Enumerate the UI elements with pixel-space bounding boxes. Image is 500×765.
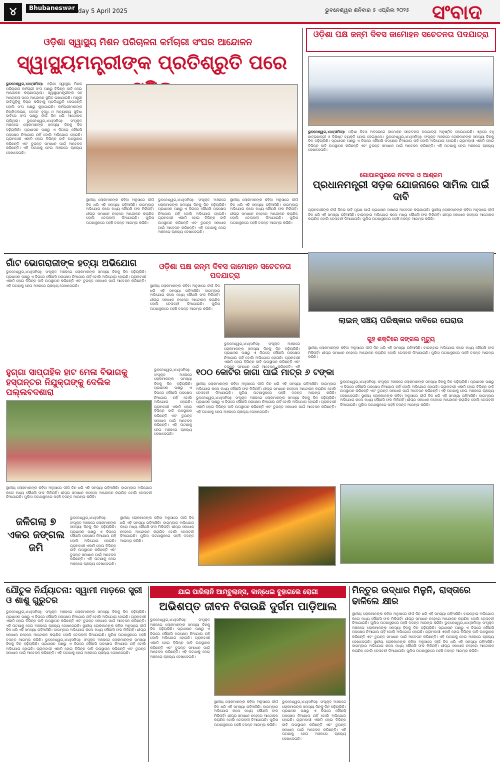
lead-body-filler: ଭୁବନେଶ୍ୱର,୪ା୪(ସମିସ): ସଂପୃକ୍ତ ଅଞ୍ଚଳରେ ଲୋକମାନଙ୍କ ସମସ୍ୟା ଦିନକୁ ଦିନ ବଢ଼ିଚାଲିଛି। ପ୍ରଶାସନ ପକ୍ଷରୁ ଏ ଦିଗରେ କୌଣସି ପଦକ୍ଷେପ ନିଆଯାଉ ନାହିଁ ବୋଲି ଅଭିଯୋଗ ହୋଇଛି। ଗ୍ରାମବାସୀ ଏକାଠି ହୋଇ ବିଭିନ୍ନ ଦାବି ଉପସ୍ଥାପନ କରିଛନ୍ତି ଏବଂ ତୁରନ୍ତ ସମାଧାନ ପାଇଁ ଆବେଦନ କରିଛନ୍ତି। ଏହି ଘଟଣାକୁ ନେଇ ଅଞ୍ଚଳରେ ଚାଞ୍ଚଲ୍ୟ ଦେଖାଦେଇଛି। xyxy=(6,118,82,155)
ambulance-kicker: ଯାଇ ପାରିଲାନି ଆମ୍ବୁଲାନ୍ସ, କାନ୍ଧେଇ ବୁହାଗଲେ ରୋଗୀ xyxy=(150,586,346,598)
forest-fire-headline: ଜଳିଗଲା ୭ ଏକର ଜଙ୍ଗଲ ଜମି xyxy=(7,517,65,554)
right-top-filler: ଭୁବନେଶ୍ୱର,୪ା୪(ସମିସ): ସଂପୃକ୍ତ ଅଞ୍ଚଳରେ ଲୋକମାନଙ୍କ ସମସ୍ୟା ଦିନକୁ ଦିନ ବଢ଼ିଚାଲିଛି। ପ୍ରଶାସନ ପକ୍ଷରୁ ଏ ଦିଗରେ କୌଣସି ପଦକ୍ଷେପ ନିଆଯାଉ ନାହିଁ ବୋଲି ଅଭିଯୋଗ ହୋଇଛି। ଗ୍ରାମବାସୀ ଏକାଠି ହୋଇ ବିଭିନ୍ନ ଦାବି ଉପସ୍ଥାପନ କରିଛନ୍ତି ଏବଂ ତୁରନ୍ତ ସମାଧାନ ପାଇଁ ଆବେଦନ କରିଛନ୍ତି। ଏହି ଘଟଣାକୁ ନେଇ ଅଞ୍ଚଳରେ ଚାଞ୍ଚଲ୍ୟ ଦେଖାଦେଇଛି। xyxy=(308,134,494,153)
village-body-c: ଭୁବନେଶ୍ୱର,୪ା୪(ସମିସ): ସଂପୃକ୍ତ ଅଞ୍ଚଳରେ ଲୋକମାନଙ୍କ ସମସ୍ୟା ଦିନକୁ ଦିନ ବଢ଼ିଚାଲିଛି। ପ୍ରଶାସନ ପକ୍ଷରୁ ଏ ଦିଗରେ କୌଣସି ପଦକ୍ଷେପ ନିଆଯାଉ ନାହିଁ ବୋଲି ଅଭିଯୋଗ ହୋଇଛି। ଗ୍ରାମବାସୀ ଏକାଠି ହୋଇ ବିଭିନ୍ନ ଦାବି ଉପସ୍ଥାପନ କରିଛନ୍ତି ଏବଂ ତୁରନ୍ତ ସମାଧାନ ପାଇଁ ଆବେଦନ କରିଛନ୍ତି। ଏହି ଘଟଣାକୁ ନେଇ ଅଞ୍ଚଳରେ ଚାଞ୍ଚଲ୍ୟ ଦେଖାଦେଇଛି। xyxy=(282,700,346,741)
market-headline: ହୁଗ୍ଗା ସାପ୍ତାହିକ ହାଟ ମେଳା ବିଭାଗକୁ ହସ୍ତାନ୍ତର ନିଯୁକ୍ତାଙ୍କୁ ଦେଲିକ ପଲ୍ଲବଦଶାରା xyxy=(6,368,128,398)
forest-fire-photo xyxy=(198,486,336,566)
lead-body-text: ଓଡ଼ିଶା ସ୍ୱାସ୍ଥ୍ୟ ମିଶନ ପରିଚାଳନା କର୍ମଚାରୀ ସଂଘ ପକ୍ଷରୁ ବିଭିନ୍ନ ଦାବି ନେଇ ଆନ୍ଦୋଳନ କରାଯାଉଥିଲା। ସ୍ୱାସ୍ଥ୍ୟମନ୍ତ୍ରୀଙ୍କ ସହ ଆଲୋଚନା ପରେ ଆନ୍ଦୋଳନ ସ୍ଥଗିତ ରଖାଯାଇଛି। ମନ୍ତ୍ରୀ ଦାବିଗୁଡ଼ିକୁ ବିଚାର କରିବାକୁ ପ୍ରତିଶ୍ରୁତି ଦେଇଛନ୍ତି ବୋଲି ସଂଘ ପକ୍ଷରୁ କୁହାଯାଇଛି। କର୍ମଚାରୀମାନଙ୍କ ନିୟମିତକରଣ, ବେତନ ବୃଦ୍ଧି ଓ ଅନ୍ୟାନ୍ୟ ସୁବିଧା ଦାବିରେ ସଂଘ ପକ୍ଷରୁ ଦୀର୍ଘ ଦିନ ଧରି ଆନ୍ଦୋଳନ ଚାଲିଥିଲା। xyxy=(6,82,82,123)
dowry-body xyxy=(6,610,146,760)
milk-headline: ମିନ୍ତୁର ଉଦ୍ଧାର ମିଳୁନି, ରାସ୍ତାରେ ଢାଳିଲେ କ୍ଷୀର xyxy=(352,586,471,607)
lead-body-col1 xyxy=(6,82,82,250)
newspaper-logo: ସଂବାଦ xyxy=(432,0,483,24)
right-lower-body xyxy=(340,380,494,480)
section-rule-2 xyxy=(4,582,496,583)
bottom-divider-2 xyxy=(349,586,350,762)
road-body xyxy=(308,208,494,246)
edition-label: Bhubaneswar xyxy=(26,4,78,13)
lead-photo-meeting xyxy=(86,84,298,194)
milk-body-b: ଭୁବନେଶ୍ୱର,୪ା୪(ସମିସ): ସଂପୃକ୍ତ ଅଞ୍ଚଳରେ ଲୋକମାନଙ୍କ ସମସ୍ୟା ଦିନକୁ ଦିନ ବଢ଼ିଚାଲିଛି। ପ୍ରଶାସନ ପକ୍ଷରୁ ଏ ଦିଗରେ କୌଣସି ପଦକ୍ଷେପ ନିଆଯାଉ ନାହିଁ ବୋଲି ଅଭିଯୋଗ ହୋଇଛି। ଗ୍ରାମବାସୀ ଏକାଠି ହୋଇ ବିଭିନ୍ନ ଦାବି ଉପସ୍ଥାପନ କରିଛନ୍ତି ଏବଂ ତୁରନ୍ତ ସମାଧାନ ପାଇଁ ଆବେଦନ କରିଛନ୍ତି। ଏହି ଘଟଣାକୁ ନେଇ ଅଞ୍ଚଳରେ ଚାଞ୍ଚଲ୍ୟ ଦେଖାଦେଇଛି। xyxy=(352,621,494,644)
right-top-headline: ଓଡ଼ିଶା ପକ୍ଷ ଜନ୍ମ ଦିବସ ଜାମୋହନ ସଚେତନତା ପଦଯାତ୍ରା xyxy=(306,28,496,52)
road-body-filler: ସ୍ଥାନୀୟ ଲୋକମାନଙ୍କ କହିବା ଅନୁସାରେ ଦୀର୍ଘ ଦିନ ଧରି ଏହି ସମସ୍ୟା ରହିଆସିଛି। ବାରମ୍ବାର ଅଭିଯୋଗ କଲେ ମଧ୍ୟ କୌଣସି ଫଳ ମିଳିନାହିଁ। ଶୀଘ୍ର ସମାଧାନ ନହେଲେ ଆନ୍ଦୋଳନ କରାଯିବ ବୋଲି ଚେତାବନୀ ଦିଆଯାଇଛି। ପୁଲିସ ଘଟଣାସ୍ଥଳରେ ପହଞ୍ଚି ତଦନ୍ତ ଆରମ୍ଭ କରିଛି। xyxy=(308,208,494,222)
road-kicker: ଗୋପାଳପୁରରେ ନଟବର ଓ ଆଶ୍ରମ xyxy=(359,172,443,179)
right-top-dateline: ଭୁବନେଶ୍ୱର,୪ା୪(ସମିସ): xyxy=(308,130,346,134)
lead-body-col3: ଭୁବନେଶ୍ୱର,୪ା୪(ସମିସ): ସଂପୃକ୍ତ ଅଞ୍ଚଳରେ ଲୋକମାନଙ୍କ ସମସ୍ୟା ଦିନକୁ ଦିନ ବଢ଼ିଚାଲିଛି। ପ୍ରଶାସନ ପକ୍ଷରୁ ଏ ଦିଗରେ କୌଣସି ପଦକ୍ଷେପ ନିଆଯାଉ ନାହିଁ ବୋଲି ଅଭିଯୋଗ ହୋଇଛି। ଗ୍ରାମବାସୀ ଏକାଠି ହୋଇ ବିଭିନ୍ନ ଦାବି ଉପସ୍ଥାପନ କରିଛନ୍ତି ଏବଂ ତୁରନ୍ତ ସମାଧାନ ପାଇଁ ଆବେଦନ କରିଛନ୍ତି। ଏହି ଘଟଣାକୁ ନେଇ ଅଞ୍ଚଳରେ ଚାଞ୍ଚଲ୍ୟ ଦେଖାଦେଇଛି। xyxy=(158,198,226,235)
road-photo xyxy=(308,252,494,312)
market-body-b: ସ୍ଥାନୀୟ ଲୋକମାନଙ୍କ କହିବା ଅନୁସାରେ ଦୀର୍ଘ ଦିନ ଧରି ଏହି ସମସ୍ୟା ରହିଆସିଛି। ବାରମ୍ବାର ଅଭିଯୋଗ କଲେ ମଧ୍ୟ କୌଣସି ଫଳ ମିଳିନାହିଁ। ଶୀଘ୍ର ସମାଧାନ ନହେଲେ ଆନ୍ଦୋଳନ କରାଯିବ ବୋଲି ଚେତାବନୀ ଦିଆଯାଇଛି। ପୁଲିସ ଘଟଣାସ୍ଥଳରେ ପହଞ୍ଚି ତଦନ୍ତ ଆରମ୍ଭ କରିଛି। xyxy=(6,486,152,500)
dowry-headline: ଯୌତୁକ ନିର୍ଯ୍ୟାତନା: ସ୍ୱାମୀ ମାଡ଼ରେ ସ୍ତ୍ରୀ ଓ ଶାଶୁ ଗୁରୁତର xyxy=(6,586,143,606)
bottom-divider-1 xyxy=(148,586,149,762)
village-path-photo xyxy=(214,618,346,696)
right-mid-headline: ଲାଇନ୍ ସଞ୍ଚୟ ପରିଷ୍କାର ଦାବିରେ ଘେରାଉ xyxy=(338,316,464,325)
road-body-text: ଗ୍ରାମବାସୀଙ୍କ ଦୀର୍ଘ ଦିନର ଦାବି ପୂରଣ ପାଇଁ ପ୍ରଶାସନ ପାଖରେ ଆବେଦନ କରାଯାଇଛି। xyxy=(308,208,431,212)
land-body-b: ଭୁବନେଶ୍ୱର,୪ା୪(ସମିସ): ସଂପୃକ୍ତ ଅଞ୍ଚଳରେ ଲୋକମାନଙ୍କ ସମସ୍ୟା ଦିନକୁ ଦିନ ବଢ଼ିଚାଲିଛି। ପ୍ରଶାସନ ପକ୍ଷରୁ ଏ ଦିଗରେ କୌଣସି ପଦକ୍ଷେପ ନିଆଯାଉ ନାହିଁ ବୋଲି ଅଭିଯୋଗ ହୋଇଛି। ଗ୍ରାମବାସୀ ଏକାଠି ହୋଇ ବିଭିନ୍ନ ଦାବି ଉପସ୍ଥାପନ କରିଛନ୍ତି ଏବଂ ତୁରନ୍ତ ସମାଧାନ ପାଇଁ ଆବେଦନ କରିଛନ୍ତି। ଏହି ଘଟଣାକୁ ନେଇ ଅଞ୍ଚଳରେ ଚାଞ୍ଚଲ୍ୟ ଦେଖାଦେଇଛି। xyxy=(196,395,336,414)
milk-body-a: ସ୍ଥାନୀୟ ଲୋକମାନଙ୍କ କହିବା ଅନୁସାରେ ଦୀର୍ଘ ଦିନ ଧରି ଏହି ସମସ୍ୟା ରହିଆସିଛି। ବାରମ୍ବାର ଅଭିଯୋଗ କଲେ ମଧ୍ୟ କୌଣସି ଫଳ ମିଳିନାହିଁ। ଶୀଘ୍ର ସମାଧାନ ନହେଲେ ଆନ୍ଦୋଳନ କରାଯିବ ବୋଲି ଚେତାବନୀ ଦିଆଯାଇଛି। ପୁଲିସ ଘଟଣାସ୍ଥଳରେ ପହଞ୍ଚି ତଦନ୍ତ ଆରମ୍ଭ କରିଛି। xyxy=(352,612,494,626)
land-price-headline: ୧୦୦ କୋଟିର ଜାଗା ପାଇଁ ମାତ୍ର ୬ ଟଙ୍କା xyxy=(196,368,335,378)
center-banner-headline: ଓଡ଼ିଶା ପକ୍ଷ ଜନ୍ମ ଦିବସ ଜାମୋହନ ସଚେତନତା ପଦଯାତ୍ରା xyxy=(159,262,291,280)
lead-kicker: ଓଡ଼ିଶା ସ୍ୱାସ୍ଥ୍ୟ ମିଶନ ପରିଚାଳନା କର୍ମଚାରୀ ସଂଘର ଆନ୍ଦୋଳନ xyxy=(43,38,253,48)
dowry-body-b: ସ୍ଥାନୀୟ ଲୋକମାନଙ୍କ କହିବା ଅନୁସାରେ ଦୀର୍ଘ ଦିନ ଧରି ଏହି ସମସ୍ୟା ରହିଆସିଛି। ବାରମ୍ବାର ଅଭିଯୋଗ କଲେ ମଧ୍ୟ କୌଣସି ଫଳ ମିଳିନାହିଁ। ଶୀଘ୍ର ସମାଧାନ ନହେଲେ ଆନ୍ଦୋଳନ କରାଯିବ ବୋଲି ଚେତାବନୀ ଦିଆଯାଇଛି। ପୁଲିସ ଘଟଣାସ୍ଥଳରେ ପହଞ୍ଚି ତଦନ୍ତ ଆରମ୍ଭ କରିଛି। xyxy=(6,623,146,642)
masthead xyxy=(0,0,500,24)
remote-village-headline: ଅଭିଶପ୍ତ ଜୀବନ ବିତାଉଛି ଦୁର୍ଗମ ପାଡ଼ିଆଲ xyxy=(159,600,337,613)
lead-body-col2: ସ୍ଥାନୀୟ ଲୋକମାନଙ୍କ କହିବା ଅନୁସାରେ ଦୀର୍ଘ ଦିନ ଧରି ଏହି ସମସ୍ୟା ରହିଆସିଛି। ବାରମ୍ବାର ଅଭିଯୋଗ କଲେ ମଧ୍ୟ କୌଣସି ଫଳ ମିଳିନାହିଁ। ଶୀଘ୍ର ସମାଧାନ ନହେଲେ ଆନ୍ଦୋଳନ କରାଯିବ ବୋଲି ଚେତାବନୀ ଦିଆଯାଇଛି। ପୁଲିସ ଘଟଣାସ୍ଥଳରେ ପହଞ୍ଚି ତଦନ୍ତ ଆରମ୍ଭ କରିଛି। xyxy=(86,198,154,225)
forest-body-b: ସ୍ଥାନୀୟ ଲୋକମାନଙ୍କ କହିବା ଅନୁସାରେ ଦୀର୍ଘ ଦିନ ଧରି ଏହି ସମସ୍ୟା ରହିଆସିଛି। ବାରମ୍ବାର ଅଭିଯୋଗ କଲେ ମଧ୍ୟ କୌଣସି ଫଳ ମିଳିନାହିଁ। ଶୀଘ୍ର ସମାଧାନ ନହେଲେ ଆନ୍ଦୋଳନ କରାଯିବ ବୋଲି ଚେତାବନୀ ଦିଆଯାଇଛି। ପୁଲିସ ଘଟଣାସ୍ଥଳରେ ପହଞ୍ଚି ତଦନ୍ତ ଆରମ୍ଭ କରିଛି। xyxy=(120,516,194,543)
forest-body-a: ଭୁବନେଶ୍ୱର,୪ା୪(ସମିସ): ସଂପୃକ୍ତ ଅଞ୍ଚଳରେ ଲୋକମାନଙ୍କ ସମସ୍ୟା ଦିନକୁ ଦିନ ବଢ଼ିଚାଲିଛି। ପ୍ରଶାସନ ପକ୍ଷରୁ ଏ ଦିଗରେ କୌଣସି ପଦକ୍ଷେପ ନିଆଯାଉ ନାହିଁ ବୋଲି ଅଭିଯୋଗ ହୋଇଛି। ଗ୍ରାମବାସୀ ଏକାଠି ହୋଇ ବିଭିନ୍ନ ଦାବି ଉପସ୍ଥାପନ କରିଛନ୍ତି ଏବଂ ତୁରନ୍ତ ସମାଧାନ ପାଇଁ ଆବେଦନ କରିଛନ୍ତି। ଏହି ଘଟଣାକୁ ନେଇ ଅଞ୍ଚଳରେ ଚାଞ୍ଚଲ୍ୟ ଦେଖାଦେଇଛି। xyxy=(70,516,116,566)
land-body-a: ସ୍ଥାନୀୟ ଲୋକମାନଙ୍କ କହିବା ଅନୁସାରେ ଦୀର୍ଘ ଦିନ ଧରି ଏହି ସମସ୍ୟା ରହିଆସିଛି। ବାରମ୍ବାର ଅଭିଯୋଗ କଲେ ମଧ୍ୟ କୌଣସି ଫଳ ମିଳିନାହିଁ। ଶୀଘ୍ର ସମାଧାନ ନହେଲେ ଆନ୍ଦୋଳନ କରାଯିବ ବୋଲି ଚେତାବନୀ ଦିଆଯାଇଛି। ପୁଲିସ ଘଟଣାସ୍ଥଳରେ ପହଞ୍ଚି ତଦନ୍ତ ଆରମ୍ଭ କରିଛି। xyxy=(196,382,336,396)
lead-dateline: ଭୁବନେଶ୍ୱର,୪ା୪(ସମିସ): xyxy=(6,82,44,86)
dowry-body-c: ଭୁବନେଶ୍ୱର,୪ା୪(ସମିସ): ସଂପୃକ୍ତ ଅଞ୍ଚଳରେ ଲୋକମାନଙ୍କ ସମସ୍ୟା ଦିନକୁ ଦିନ ବଢ଼ିଚାଲିଛି। ପ୍ରଶାସନ ପକ୍ଷରୁ ଏ ଦିଗରେ କୌଣସି ପଦକ୍ଷେପ ନିଆଯାଉ ନାହିଁ ବୋଲି ଅଭିଯୋଗ ହୋଇଛି। ଗ୍ରାମବାସୀ ଏକାଠି ହୋଇ ବିଭିନ୍ନ ଦାବି ଉପସ୍ଥାପନ କରିଛନ୍ତି ଏବଂ ତୁରନ୍ତ ସମାଧାନ ପାଇଁ ଆବେଦନ କରିଛନ୍ତି। ଏହି ଘଟଣାକୁ ନେଇ ଅଞ୍ଚଳରେ ଚାଞ୍ଚଲ୍ୟ ଦେଖାଦେଇଛି। xyxy=(6,637,146,656)
dowry-body-a: ଭୁବନେଶ୍ୱର,୪ା୪(ସମିସ): ସଂପୃକ୍ତ ଅଞ୍ଚଳରେ ଲୋକମାନଙ୍କ ସମସ୍ୟା ଦିନକୁ ଦିନ ବଢ଼ିଚାଲିଛି। ପ୍ରଶାସନ ପକ୍ଷରୁ ଏ ଦିଗରେ କୌଣସି ପଦକ୍ଷେପ ନିଆଯାଉ ନାହିଁ ବୋଲି ଅଭିଯୋଗ ହୋଇଛି। ଗ୍ରାମବାସୀ ଏକାଠି ହୋଇ ବିଭିନ୍ନ ଦାବି ଉପସ୍ଥାପନ କରିଛନ୍ତି ଏବଂ ତୁରନ୍ତ ସମାଧାନ ପାଇଁ ଆବେଦନ କରିଛନ୍ତି। ଏହି ଘଟଣାକୁ ନେଇ ଅଞ୍ଚଳରେ ଚାଞ୍ଚଲ୍ୟ ଦେଖାଦେଇଛି। xyxy=(6,610,146,628)
right-top-text: ଓଡ଼ିଶା ଦିବସ ଅବସରରେ ଜାମୋହନ ସଚେତନତା ପଦଯାତ୍ରା ଅନୁଷ୍ଠିତ ହୋଇଯାଇଛି। ଏଥିରେ ବହୁ ଛାତ୍ରଛାତ୍ରୀ ଓ ବିଶିଷ୍ଟ ବ୍ୟକ୍ତି ଯୋଗ ଦେଇଥିଲେ। xyxy=(308,130,494,139)
lead-headline: ସ୍ୱାସ୍ଥ୍ୟମନ୍ତ୍ରୀଙ୍କ ପ୍ରତିଶ୍ରୁତି ପରେ xyxy=(16,52,288,74)
column-divider xyxy=(302,28,303,248)
village-body-b: ସ୍ଥାନୀୟ ଲୋକମାନଙ୍କ କହିବା ଅନୁସାରେ ଦୀର୍ଘ ଦିନ ଧରି ଏହି ସମସ୍ୟା ରହିଆସିଛି। ବାରମ୍ବାର ଅଭିଯୋଗ କଲେ ମଧ୍ୟ କୌଣସି ଫଳ ମିଳିନାହିଁ। ଶୀଘ୍ର ସମାଧାନ ନହେଲେ ଆନ୍ଦୋଳନ କରାଯିବ ବୋଲି ଚେତାବନୀ ଦିଆଯାଇଛି। ପୁଲିସ ଘଟଣାସ୍ଥଳରେ ପହଞ୍ଚି ତଦନ୍ତ ଆରମ୍ଭ କରିଛି। xyxy=(214,700,278,727)
odia-date: ଭୁବନେଶ୍ୱର ଶନିବାର ୫ ଏପ୍ରିଲ ୨୦୨୫ xyxy=(325,8,410,14)
milk-body xyxy=(352,612,494,760)
center-body-b: ଭୁବନେଶ୍ୱର,୪ା୪(ସମିସ): ସଂପୃକ୍ତ ଅଞ୍ଚଳରେ ଲୋକମାନଙ୍କ ସମସ୍ୟା ଦିନକୁ ଦିନ ବଢ଼ିଚାଲିଛି। ପ୍ରଶାସନ ପକ୍ଷରୁ ଏ ଦିଗରେ କୌଣସି ପଦକ୍ଷେପ ନିଆଯାଉ ନାହିଁ ବୋଲି ଅଭିଯୋଗ ହୋଇଛି। ଗ୍ରାମବାସୀ ଏକାଠି ହୋଇ ବିଭିନ୍ନ ଦାବି ଉପସ୍ଥାପନ କରିଛନ୍ତି ଏବଂ ତୁରନ୍ତ ସମାଧାନ ପାଇଁ ଆବେଦନ କରିଛନ୍ତି। ଏହି xyxy=(224,342,300,368)
market-body-a: ଭୁବନେଶ୍ୱର,୪ା୪(ସମିସ): ସଂପୃକ୍ତ ଅଞ୍ଚଳରେ ଲୋକମାନଙ୍କ ସମସ୍ୟା ଦିନକୁ ଦିନ ବଢ଼ିଚାଲିଛି। ପ୍ରଶାସନ ପକ୍ଷରୁ ଏ ଦିଗରେ କୌଣସି ପଦକ୍ଷେପ ନିଆଯାଉ ନାହିଁ ବୋଲି ଅଭିଯୋଗ ହୋଇଛି। ଗ୍ରାମବାସୀ ଏକାଠି ହୋଇ ବିଭିନ୍ନ ଦାବି ଉପସ୍ଥାପନ କରିଛନ୍ତି ଏବଂ ତୁରନ୍ତ ସମାଧାନ ପାଇଁ ଆବେଦନ କରିଛନ୍ତି। ଏହି ଘଟଣାକୁ ନେଇ ଅଞ୍ଚଳରେ ଚାଞ୍ଚଲ୍ୟ ଦେଖାଦେଇଛି। xyxy=(154,368,192,437)
english-date: Saturday 5 April 2025 xyxy=(62,8,128,15)
milk-body-c: ସ୍ଥାନୀୟ ଲୋକମାନଙ୍କ କହିବା ଅନୁସାରେ ଦୀର୍ଘ ଦିନ ଧରି ଏହି ସମସ୍ୟା ରହିଆସିଛି। ବାରମ୍ବାର ଅଭିଯୋଗ କଲେ ମଧ୍ୟ କୌଣସି ଫଳ ମିଳିନାହିଁ। ଶୀଘ୍ର ସମାଧାନ ନହେଲେ ଆନ୍ଦୋଳନ କରାଯିବ ବୋଲି ଚେତାବନୀ ଦିଆଯାଇଛି। ପୁଲିସ ଘଟଣାସ୍ଥଳରେ ପହଞ୍ଚି ତଦନ୍ତ ଆରମ୍ଭ କରିଛି। xyxy=(352,639,494,653)
road-headline: ପ୍ରଧାନମନ୍ତ୍ରୀ ସଡ଼କ ଯୋଜନାରେ ସାମିଲ ପାଇଁ ଦାବି xyxy=(312,180,490,203)
center-body-a: ସ୍ଥାନୀୟ ଲୋକମାନଙ୍କ କହିବା ଅନୁସାରେ ଦୀର୍ଘ ଦିନ ଧରି ଏହି ସମସ୍ୟା ରହିଆସିଛି। ବାରମ୍ବାର ଅଭିଯୋଗ କଲେ ମଧ୍ୟ କୌଣସି ଫଳ ମିଳିନାହିଁ। ଶୀଘ୍ର ସମାଧାନ ନହେଲେ ଆନ୍ଦୋଳନ କରାଯିବ ବୋଲି ଚେତାବନୀ ଦିଆଯାଇଛି। ପୁଲିସ ଘଟଣାସ୍ଥଳରେ ପହଞ୍ଚି ତଦନ୍ତ ଆରମ୍ଭ କରିଛି। xyxy=(150,284,220,311)
village-body-a: ଭୁବନେଶ୍ୱର,୪ା୪(ସମିସ): ସଂପୃକ୍ତ ଅଞ୍ଚଳରେ ଲୋକମାନଙ୍କ ସମସ୍ୟା ଦିନକୁ ଦିନ ବଢ଼ିଚାଲିଛି। ପ୍ରଶାସନ ପକ୍ଷରୁ ଏ ଦିଗରେ କୌଣସି ପଦକ୍ଷେପ ନିଆଯାଉ ନାହିଁ ବୋଲି ଅଭିଯୋଗ ହୋଇଛି। ଗ୍ରାମବାସୀ ଏକାଠି ହୋଇ ବିଭିନ୍ନ ଦାବି ଉପସ୍ଥାପନ କରିଛନ୍ତି ଏବଂ ତୁରନ୍ତ ସମାଧାନ ପାଇଁ ଆବେଦନ କରିଛନ୍ତି। ଏହି ଘଟଣାକୁ ନେଇ ଅଞ୍ଚଳରେ ଚାଞ୍ଚଲ୍ୟ ଦେଖାଦେଇଛି। xyxy=(150,618,210,659)
right-mid-body: ସ୍ଥାନୀୟ ଲୋକମାନଙ୍କ କହିବା ଅନୁସାରେ ଦୀର୍ଘ ଦିନ ଧରି ଏହି ସମସ୍ୟା ରହିଆସିଛି। ବାରମ୍ବାର ଅଭିଯୋଗ କଲେ ମଧ୍ୟ କୌଣସି ଫଳ ମିଳିନାହିଁ। ଶୀଘ୍ର ସମାଧାନ ନହେଲେ ଆନ୍ଦୋଳନ କରାଯିବ ବୋଲି ଚେତାବନୀ ଦିଆଯାଇଛି। ପୁଲିସ ଘଟଣାସ୍ଥଳରେ ପହଞ୍ଚି ତଦନ୍ତ ଆରମ୍ଭ କରିଛି। xyxy=(308,346,494,360)
rally-photo xyxy=(308,56,494,126)
right-lower-b: ସ୍ଥାନୀୟ ଲୋକମାନଙ୍କ କହିବା ଅନୁସାରେ ଦୀର୍ଘ ଦିନ ଧରି ଏହି ସମସ୍ୟା ରହିଆସିଛି। ବାରମ୍ବାର ଅଭିଯୋଗ କଲେ ମଧ୍ୟ କୌଣସି ଫଳ ମିଳିନାହିଁ। ଶୀଘ୍ର ସମାଧାନ ନହେଲେ ଆନ୍ଦୋଳନ କରାଯିବ ବୋଲି ଚେତାବନୀ ଦିଆଯାଇଛି। ପୁଲିସ ଘଟଣାସ୍ଥଳରେ ପହଞ୍ଚି ତଦନ୍ତ ଆରମ୍ଭ କରିଛି। xyxy=(340,393,494,407)
meeting-photo xyxy=(224,284,300,338)
field-photo xyxy=(340,484,494,564)
murder-headline: ଗାଁଟ ଭୋଗରାଜୀଙ୍କ ହତ୍ୟା ଅଭିଯୋଗ xyxy=(6,259,137,269)
land-body xyxy=(196,382,336,482)
women-group-photo xyxy=(6,400,152,482)
right-lower-a: ଭୁବନେଶ୍ୱର,୪ା୪(ସମିସ): ସଂପୃକ୍ତ ଅଞ୍ଚଳରେ ଲୋକମାନଙ୍କ ସମସ୍ୟା ଦିନକୁ ଦିନ ବଢ଼ିଚାଲିଛି। ପ୍ରଶାସନ ପକ୍ଷରୁ ଏ ଦିଗରେ କୌଣସି ପଦକ୍ଷେପ ନିଆଯାଉ ନାହିଁ ବୋଲି ଅଭିଯୋଗ ହୋଇଛି। ଗ୍ରାମବାସୀ ଏକାଠି ହୋଇ ବିଭିନ୍ନ ଦାବି ଉପସ୍ଥାପନ କରିଛନ୍ତି ଏବଂ ତୁରନ୍ତ ସମାଧାନ ପାଇଁ ଆବେଦନ କରିଛନ୍ତି। ଏହି ଘଟଣାକୁ ନେଇ ଅଞ୍ଚଳରେ ଚାଞ୍ଚଲ୍ୟ ଦେଖାଦେଇଛି। xyxy=(340,380,494,398)
right-mid-subhead: ଗୁହ ଶକ୍ତିରେ ଜଙ୍ଗଲ ମୃତ୍ୟୁ xyxy=(367,336,435,343)
lead-body-col4: ସ୍ଥାନୀୟ ଲୋକମାନଙ୍କ କହିବା ଅନୁସାରେ ଦୀର୍ଘ ଦିନ ଧରି ଏହି ସମସ୍ୟା ରହିଆସିଛି। ବାରମ୍ବାର ଅଭିଯୋଗ କଲେ ମଧ୍ୟ କୌଣସି ଫଳ ମିଳିନାହିଁ। ଶୀଘ୍ର ସମାଧାନ ନହେଲେ ଆନ୍ଦୋଳନ କରାଯିବ ବୋଲି ଚେତାବନୀ ଦିଆଯାଇଛି। ପୁଲିସ ଘଟଣାସ୍ଥଳରେ ପହଞ୍ଚି ତଦନ୍ତ ଆରମ୍ଭ କରିଛି। xyxy=(230,198,298,225)
page-number: ୪ xyxy=(4,3,22,21)
right-top-body xyxy=(308,130,494,170)
murder-body: ଭୁବନେଶ୍ୱର,୪ା୪(ସମିସ): ସଂପୃକ୍ତ ଅଞ୍ଚଳରେ ଲୋକମାନଙ୍କ ସମସ୍ୟା ଦିନକୁ ଦିନ ବଢ଼ିଚାଲିଛି। ପ୍ରଶାସନ ପକ୍ଷରୁ ଏ ଦିଗରେ କୌଣସି ପଦକ୍ଷେପ ନିଆଯାଉ ନାହିଁ ବୋଲି ଅଭିଯୋଗ ହୋଇଛି। ଗ୍ରାମବାସୀ ଏକାଠି ହୋଇ ବିଭିନ୍ନ ଦାବି ଉପସ୍ଥାପନ କରିଛନ୍ତି ଏବଂ ତୁରନ୍ତ ସମାଧାନ ପାଇଁ ଆବେଦନ କରିଛନ୍ତି। ଏହି ଘଟଣାକୁ ନେଇ ଅଞ୍ଚଳରେ ଚାଞ୍ଚଲ୍ୟ ଦେଖାଦେଇଛି। xyxy=(6,270,146,288)
